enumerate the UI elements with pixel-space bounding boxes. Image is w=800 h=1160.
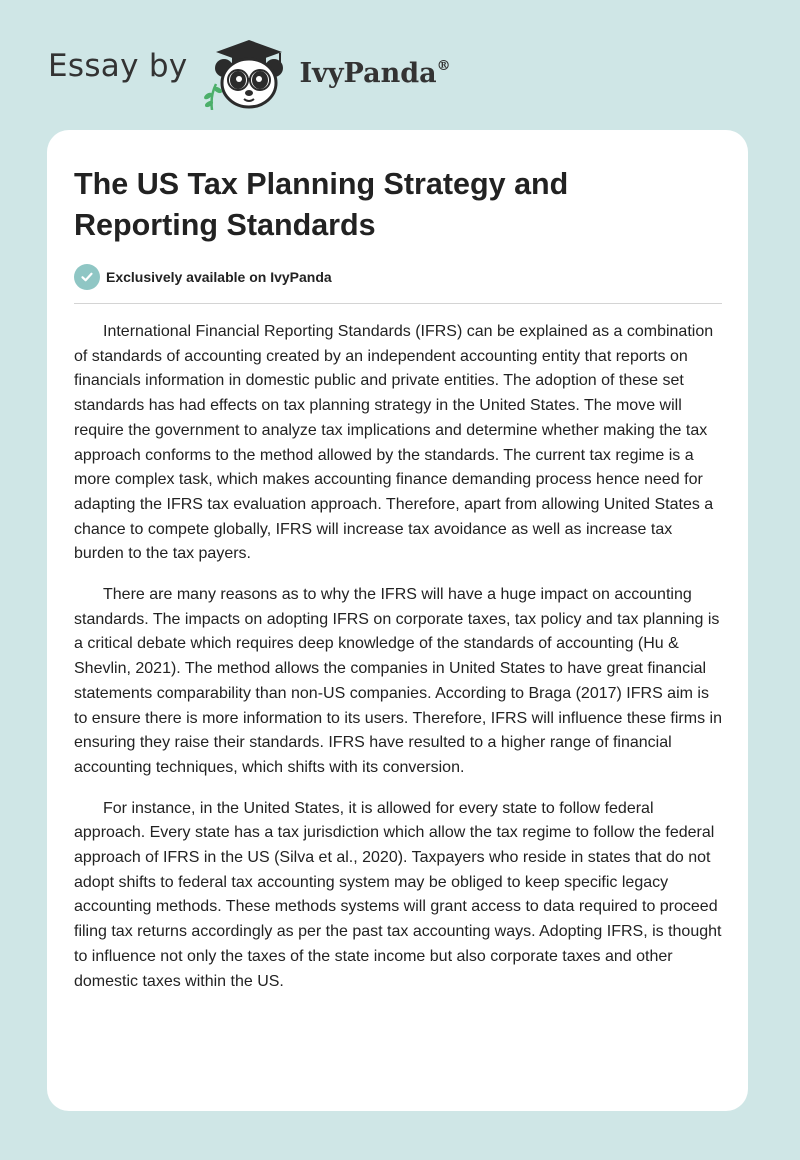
essay-title: The US Tax Planning Strategy and Reporting Standards (74, 167, 569, 242)
essay-body (74, 320, 724, 1010)
essay-by-label: Essay by (48, 48, 188, 84)
paragraph: For instance, in the United States, it is allowed for every state to follow federal approach. Every state has a tax jurisdiction which allow the tax regime to follow the federal approach of IFRS in the US (Silva et al., 2020). Taxpayers who reside in states that do not adopt shifts to federal tax accounting system may be obliged to keep specific legacy accounting methods. These methods systems will grant access to data required to proceed filing tax returns accordingly as per the past tax accounting ways. Adopting IFRS, is thought to influence not only the taxes of the state income but also corporate taxes and other domestic taxes within the US. (74, 799, 722, 990)
paragraph: International Financial Reporting Standards (IFRS) can be explained as a combination of standards of accounting created by an independent accounting entity that reports on financials information in domestic public and private entities. The adoption of these set standards has had effects on tax planning strategy in the United States. The move will require the government to analyze tax implications and determine whether making the tax approach conforms to the method allowed by the standards. The current tax regime is a more complex task, which makes accounting finance demanding process hence need for adapting the IFRS tax evaluation approach. Therefore, apart from allowing United States a chance to compete globally, IFRS will increase tax avoidance as well as increase tax burden to the tax payers. (74, 323, 714, 563)
exclusive-label: Exclusively available on IvyPanda (106, 269, 332, 285)
brand-name: IvyPanda® (299, 57, 451, 89)
panda-mascot-icon (202, 38, 296, 110)
divider (74, 303, 722, 304)
exclusive-badge (74, 264, 332, 290)
paragraph: There are many reasons as to why the IFRS will have a huge impact on accounting standards. The impacts on adopting IFRS on corporate taxes, tax policy and tax planning is a critical debate which requires deep knowledge of the standards of accounting (Hu & Shevlin, 2021). The method allows the companies in United States to have great financial statements comparability than non-US companies. According to Braga (2017) IFRS aim is to ensure there is more information to its users. Therefore, IFRS will influence these firms in ensuring they raise their standards. IFRS have resulted to a higher range of financial accounting techniques, which shifts with its conversion. (74, 586, 722, 776)
site-logo[interactable] (48, 34, 451, 114)
essay-card (47, 130, 748, 1111)
check-icon (74, 264, 100, 290)
